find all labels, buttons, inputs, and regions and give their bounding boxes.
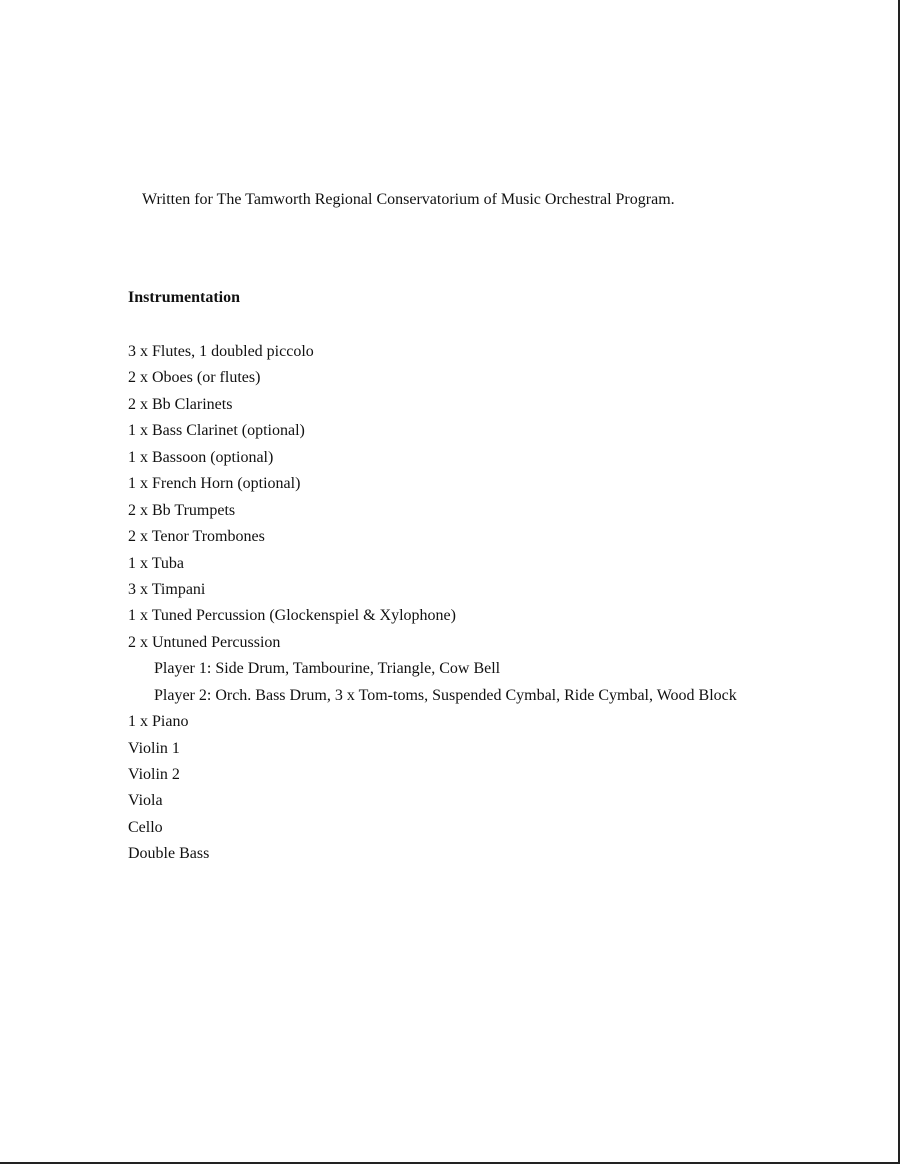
instrument-line: Violin 2 — [128, 766, 180, 783]
instrument-line: Violin 1 — [128, 739, 180, 757]
instrument-line: 1 x French Horn (optional) — [128, 475, 301, 493]
instrument-line: 2 x Bb Clarinets — [128, 395, 233, 413]
instrumentation-heading: Instrumentation — [128, 289, 241, 306]
instrument-line: 2 x Tenor Trombones — [128, 528, 265, 546]
instrument-line: Double Bass — [128, 845, 210, 863]
instrument-line: 2 x Untuned Percussion — [128, 633, 281, 651]
percussion-player-line: Player 1: Side Drum, Tambourine, Triangle, Cow Bell — [154, 660, 501, 678]
dedication-text: Written for The Tamworth Regional Conservatorium of Music Orchestral Program. — [142, 191, 675, 208]
instrument-line: Cello — [128, 818, 163, 836]
instrument-line: 3 x Flutes, 1 doubled piccolo — [128, 343, 314, 360]
instrument-line: 1 x Piano — [128, 713, 189, 731]
instrumentation-list — [128, 339, 737, 868]
instrument-line: 1 x Bassoon (optional) — [128, 448, 274, 466]
instrument-line: 1 x Tuba — [128, 554, 185, 572]
instrument-line: 3 x Timpani — [128, 580, 206, 598]
instrument-line: 1 x Bass Clarinet (optional) — [128, 422, 305, 440]
instrument-line: 1 x Tuned Percussion (Glockenspiel & Xylophone) — [128, 607, 456, 625]
instrument-line: 2 x Oboes (or flutes) — [128, 369, 261, 387]
percussion-player-line: Player 2: Orch. Bass Drum, 3 x Tom-toms, Suspended Cymbal, Ride Cymbal, Wood Block — [154, 686, 737, 704]
instrument-line: 2 x Bb Trumpets — [128, 501, 236, 519]
instrument-line: Viola — [128, 792, 163, 810]
